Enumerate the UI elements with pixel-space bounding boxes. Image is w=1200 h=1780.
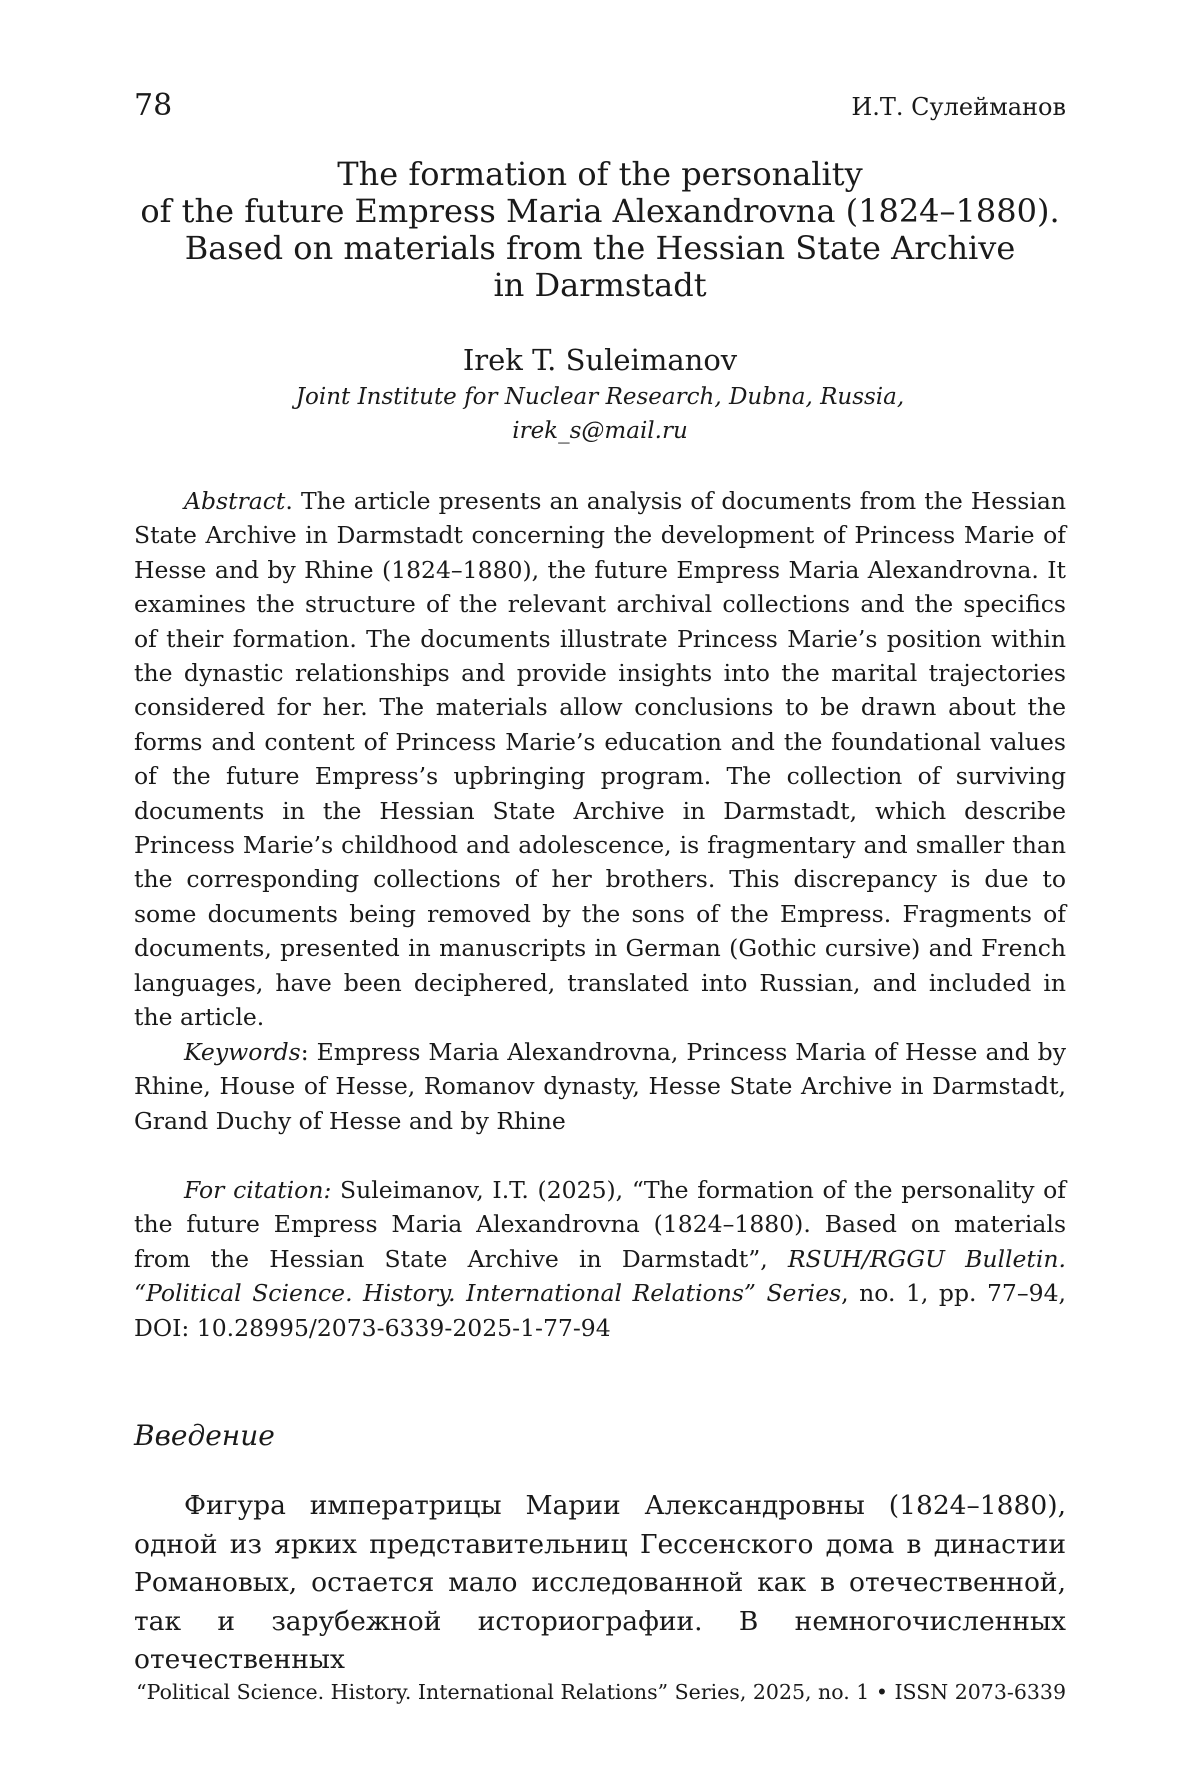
abstract-label: Abstract	[184, 487, 286, 515]
title-line-1: The formation of the personality	[337, 155, 863, 193]
title-line-3: Based on materials from the Hessian State Archive	[184, 229, 1016, 267]
citation-paragraph	[134, 1173, 1066, 1345]
author-affiliation	[134, 380, 1066, 448]
title-line-4: in Darmstadt	[493, 266, 707, 304]
keywords-paragraph	[134, 1035, 1066, 1138]
abstract-text: . The article presents an analysis of documents from the Hessian State Archive in Darmstadt concerning the development of Princess Marie of Hesse and by Rhine (1824–1880), the future Empress Maria Alexandrovna. It examines the structure of the relevant archival collections and the specifics of their formation. The documents illustrate Princess Marie’s position within the dynastic relationships and provide insights into the marital trajectories considered for her. The materials allow conclusions to be drawn about the forms and content of Princess Marie’s education and the foundational values of the future Empress’s upbringing program. The collection of surviving documents in the Hessian State Archive in Darmstadt, which describe Princess Marie’s childhood and adolescence, is fragmentary and smaller than the corresponding collections of her brothers. This discrepancy is due to some documents being removed by the sons of the Empress. Fragments of documents, presented in manuscripts in German (Gothic cursive) and French languages, have been deciphered, translated into Russian, and included in the article.	[134, 487, 1066, 1032]
section-heading: Введение	[134, 1419, 275, 1452]
title-line-2: of the future Empress Maria Alexandrovna (1824–1880).	[140, 192, 1060, 230]
citation-label: For citation:	[184, 1176, 332, 1204]
citation-text-end: , no. 1, pp. 77–94, DOI: 10.28995/2073-6339-2025-1-77-94	[134, 1279, 1066, 1342]
citation-text-start: Suleimanov, I.T. (2025), “The formation of the personality of the future Empress Maria Alexandrovna (1824–1880). Based on materials from the Hessian State Archive in Darmstadt”,	[134, 1176, 1066, 1273]
abstract-paragraph	[134, 484, 1066, 1035]
keywords-label: Keywords	[184, 1038, 301, 1066]
keywords-text: : Empress Maria Alexandrovna, Princess Maria of Hesse and by Rhine, House of Hesse, Romanov dynasty, Hesse State Archive in Darmstadt, Grand Duchy of Hesse and by Rhine	[134, 1038, 1066, 1135]
page-number: 78	[134, 88, 173, 123]
affiliation-institution: Joint Institute for Nuclear Research, Dubna, Russia,	[295, 384, 905, 410]
page-footer: “Political Science. History. International Relations” Series, 2025, no. 1 • ISSN 2073-6339	[136, 1680, 1066, 1704]
intro-paragraph: Фигура императрицы Марии Александровны (1824–1880), одной из ярких представительниц Гессенского дома в династии Романовых, остается мало исследованной как в отечественной, так и зарубежной историографии. В немногочисленных отечественных	[134, 1490, 1066, 1675]
article-title	[134, 156, 1066, 304]
author-name: Irek T. Suleimanov	[462, 343, 738, 377]
running-head: И.Т. Сулейманов	[851, 93, 1066, 121]
author-email[interactable]: irek_s@mail.ru	[512, 418, 688, 444]
citation-journal: RSUH/RGGU Bulletin. “Political Science. History. International Relations” Series	[134, 1244, 1066, 1308]
